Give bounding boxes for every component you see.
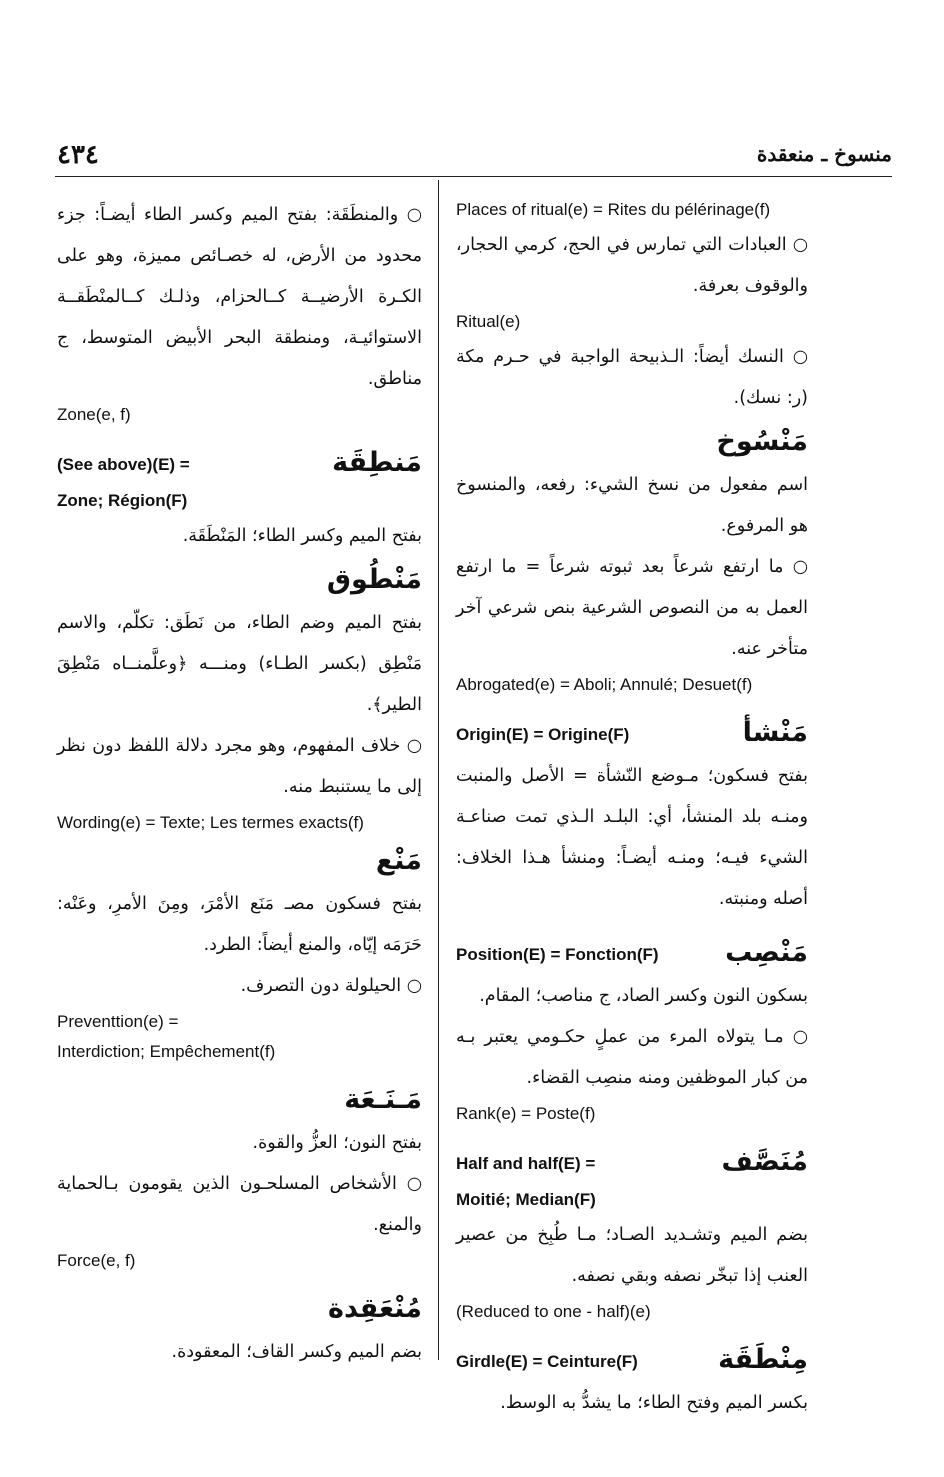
entry-translation: Girdle(E) = Ceinture(F) [456, 1352, 638, 1371]
entry-header [456, 1139, 808, 1185]
entry-translation: Wording(e) = Texte; Les termes exacts(f) [57, 813, 364, 832]
headword-munassaf: مُنَصَّف [721, 1146, 808, 1177]
page-number: ٤٣٤ [57, 140, 99, 170]
entry-definition: بسكون النون وكسر الصاد، ج مناصب؛ المقام. [479, 986, 808, 1006]
entry-translation: Zone; Région(F) [57, 491, 188, 510]
entry-header [456, 710, 808, 756]
entry-definition: ○ خلاف المفهوم، وهو مجرد دلالة اللفظ دون نظر إلى ما يستنبط منه. [57, 736, 422, 797]
entry-definition: ○ الأشخاص المسلحـون الذين يقومون بـالحماية والمنع. [57, 1174, 422, 1235]
headword-man: مَنْع [375, 845, 422, 876]
entry-translation: Interdiction; Empêchement(f) [57, 1042, 276, 1061]
entry-translation: (See above)(E) = [57, 455, 190, 474]
headword-manaa: مَـنَـعَة [344, 1084, 422, 1115]
entry-translation: Preventtion(e) = [57, 1012, 179, 1031]
headword-mantuq: مَنْطُوق [326, 564, 422, 595]
entry-header [57, 440, 422, 486]
entry-translation: Force(e, f) [57, 1251, 136, 1270]
right-column [456, 195, 808, 1424]
entry-translation: (Reduced to one - half)(e) [456, 1302, 651, 1321]
entry-definition: بضم الميم وتشـديد الصـاد؛ مـا طُبِخ من عصير العنب إذا تبخّر نصفه وبقي نصفه. [456, 1225, 808, 1286]
headword-mansib: مَنْصِب [725, 937, 808, 968]
entry-translation: Half and half(E) = [456, 1154, 596, 1173]
entry-translation: Rank(e) = Poste(f) [456, 1104, 596, 1123]
entry-translation: Position(E) = Fonction(F) [456, 945, 659, 964]
entry-definition: بفتح فسكون؛ مـوضع النّشأة = الأصل والمنبت ومنـه بلد المنشأ، أي: البلـد الـذي تمت صناعـة الشيء فيـه؛ ومنـه أيضـاً: ومنشأ هـذا الخلاف: أصله ومنبته. [456, 766, 808, 909]
entry-header [456, 1337, 808, 1383]
entry-definition: ○ العبادات التي تمارس في الحج، كرمي الحجار، والوقوف بعرفة. [456, 235, 808, 296]
entry-translation: Origin(E) = Origine(F) [456, 725, 630, 744]
entry-definition: بفتح الميم وكسر الطاء؛ المَنْطَقَة. [182, 526, 422, 546]
entry-definition: بفتح النون؛ العزُّ والقوة. [252, 1133, 422, 1153]
entry-definition: بكسر الميم وفتح الطاء؛ ما يشدُّ به الوسط. [500, 1393, 808, 1413]
column-divider [438, 180, 439, 1360]
entry-definition: بفتح الميم وضم الطاء، من نَطَق: تكلّم، والاسم مَنْطِق (بكسر الطـاء) ومنـــه ﴿وعلَّمنــاه مَنْطِقَ الطير﴾. [57, 613, 422, 715]
entry-definition: ○ مـا يتولاه المرء من عملٍ حكـومي يعتبر بـه من كبار الموظفين ومنه منصِب القضاء. [456, 1027, 808, 1088]
headword-mantiqa: مَنطِقَة [332, 447, 422, 478]
headword-mansukh: مَنْسُوخ [716, 426, 808, 457]
entry-header [456, 930, 808, 976]
entry-translation: Places of ritual(e) = Rites du pélérinage(f) [456, 200, 771, 219]
entry-translation: Abrogated(e) = Aboli; Annulé; Desuet(f) [456, 675, 753, 694]
entry-definition: ○ الحيلولة دون التصرف. [240, 976, 422, 996]
page-header [55, 140, 892, 177]
headword-munaqida: مُنْعَقِدة [328, 1293, 422, 1324]
running-head: منسوخ ـ منعقدة [756, 142, 892, 166]
entry-definition: ○ النسك أيضاً: الـذبيحة الواجبة في حـرم مكة (ر: نسك). [456, 347, 808, 408]
entry-definition: بضم الميم وكسر القاف؛ المعقودة. [171, 1342, 422, 1362]
entry-definition: اسم مفعول من نسخ الشيء: رفعه، والمنسوخ هو المرفوع. [456, 475, 808, 536]
entry-translation: Ritual(e) [456, 312, 521, 331]
headword-mansha: مَنْشأ [742, 717, 808, 748]
entry-definition: بفتح فسكون مصـ مَنَع الأمْرَ، ومِنَ الأمرِ، وعَنْه: حَرَمَه إيّاه، والمنع أيضاً: الطرد. [57, 894, 422, 955]
entry-translation: Zone(e, f) [57, 405, 131, 424]
left-column [57, 195, 422, 1373]
entry-translation: Moitié; Median(F) [456, 1190, 596, 1209]
entry-definition: ○ والمنطَقَة: بفتح الميم وكسر الطاء أيضـاً: جزء محدود من الأرض، له خصـائص مميزة، وهو على الكـرة الأرضيــة كــالحزام، وذلـك كــالمنْطَقــة الاستوائيـة، ومنطقة البحر الأبيض المتوسط، ج مناطق. [57, 205, 422, 389]
entry-definition: ○ ما ارتفع شرعاً بعد ثبوته شرعاً = ما ارتفع العمل به من النصوص الشرعية بنص شرعي آخر متأخر عنه. [456, 557, 808, 659]
headword-mintaqa: مِنْطَقَة [718, 1344, 808, 1375]
